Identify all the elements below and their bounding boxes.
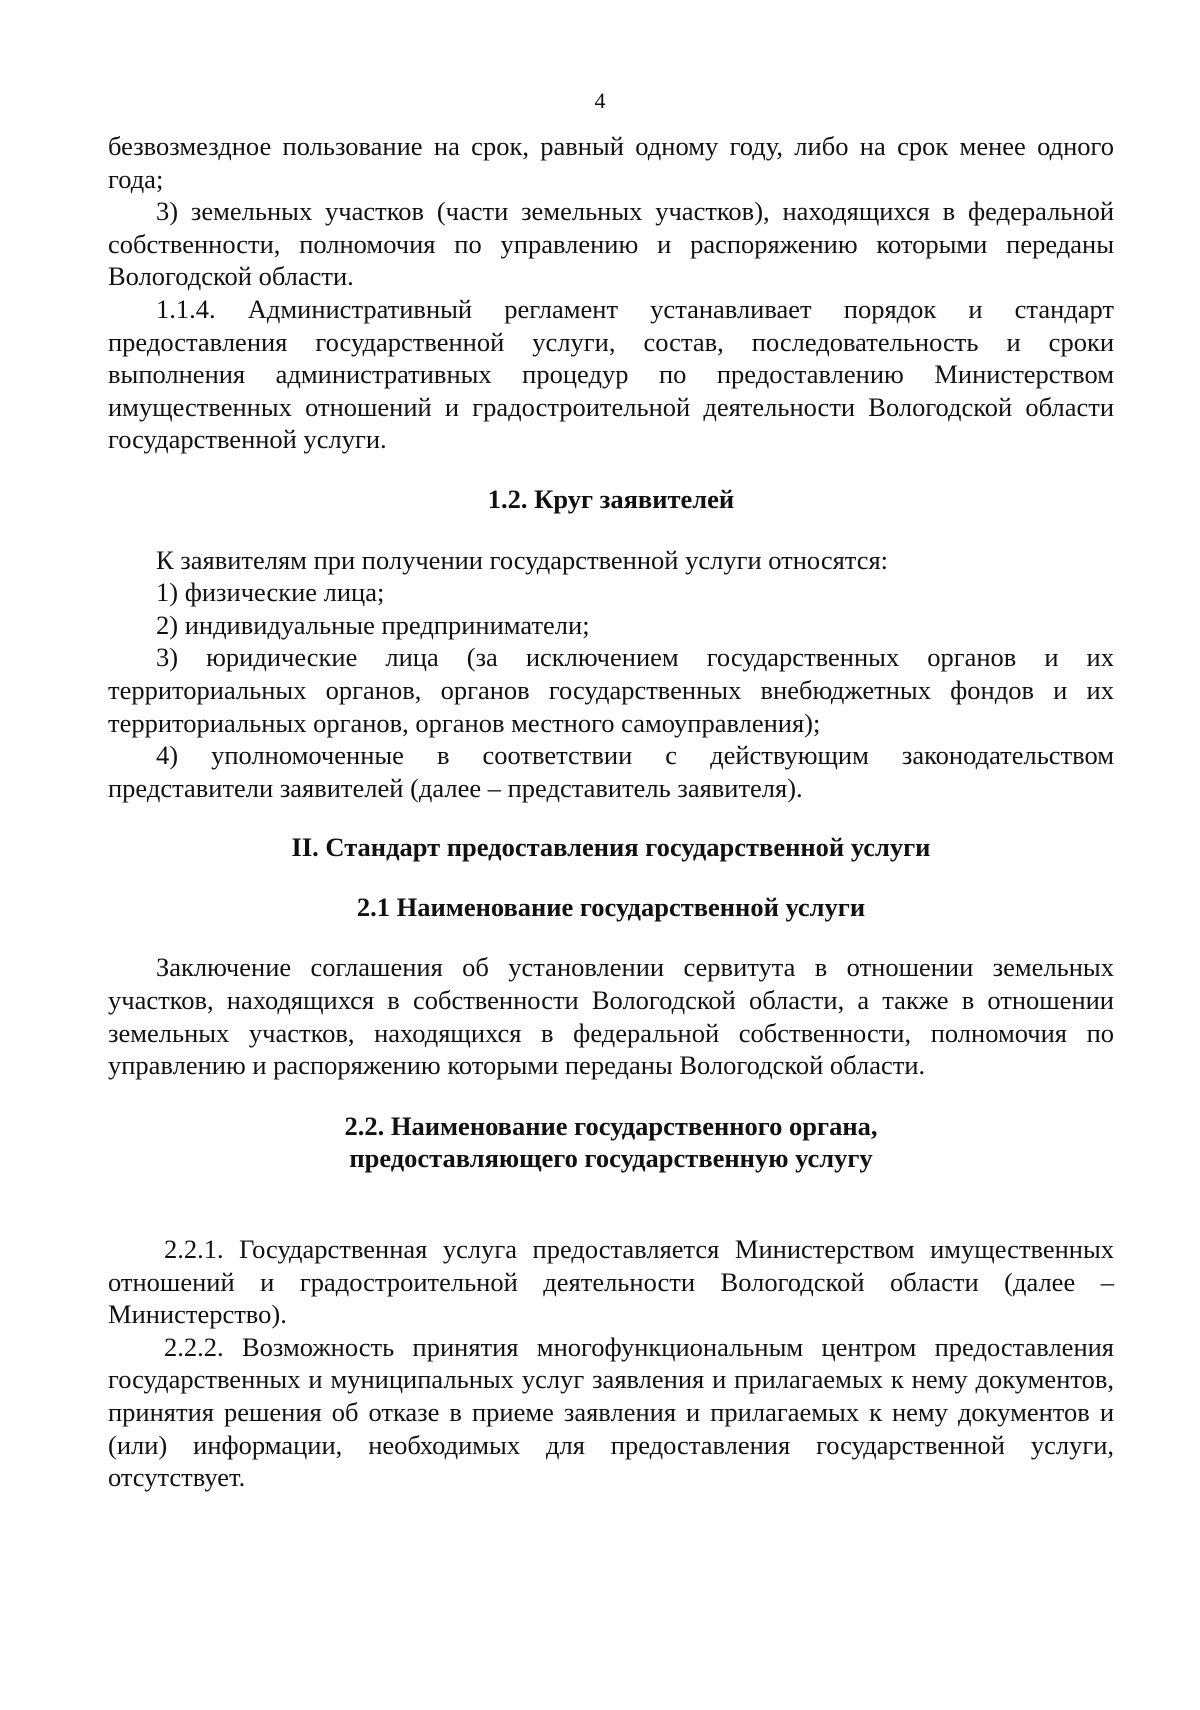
paragraph: К заявителям при получении государственной услуги относятся: — [156, 544, 889, 575]
paragraph: Заключение соглашения об установлении сервитута в отношении земельных участков, находящихся в собственности Вологодской области, а также в отношении земельных участков, находящихся в федеральной собственности, полномочия по управлению и распоряжению которыми переданы Вологодской области. — [108, 952, 1114, 1081]
paragraph: 3) земельных участков (части земельных участков), находящихся в федеральной собственности, полномочия по управлению и распоряжению которыми переданы Вологодской области. — [108, 196, 1114, 292]
paragraph: 2.2.2. Возможность принятия многофункциональным центром предоставления государственных и муниципальных услуг заявления и прилагаемых к нему документов, принятия решения об отказе в приеме заявления и прилагаемых к нему документов и (или) информации, необходимых для предоставления государственной услуги, отсутствует. — [108, 1331, 1114, 1493]
paragraph: 2.2.1. Государственная услуга предоставляется Министерством имущественных отношений и градостроительной деятельности Вологодской области (далее – Министерство). — [108, 1234, 1114, 1330]
chapter-heading-2: II. Стандарт предоставления государственной услуги — [291, 832, 931, 863]
list-item: 2) индивидуальные предприниматели; — [156, 609, 590, 640]
document-body — [108, 130, 1114, 1494]
paragraph: 1.1.4. Административный регламент устанавливает порядок и стандарт предоставления государственной услуги, состав, последовательность и сроки выполнения административных процедур по предоставлению Министерством имущественных отношений и градостроительной деятельности Вологодской области государственной услуги. — [108, 293, 1114, 455]
heading-line: предоставляющего государственную услугу — [349, 1143, 873, 1174]
section-heading-2-2 — [108, 1110, 1114, 1175]
page-number: 4 — [594, 88, 606, 113]
heading-line: 2.2. Наименование государственного органа, — [344, 1110, 878, 1141]
section-heading-2-1: 2.1 Наименование государственной услуги — [356, 891, 866, 922]
list-item: 4) уполномоченные в соответствии с действующим законодательством представители заявителей (далее – представитель заявителя). — [108, 740, 1114, 803]
list-item: 1) физические лица; — [156, 577, 385, 608]
paragraph: безвозмездное пользование на срок, равный одному году, либо на срок менее одного года; — [108, 131, 1114, 194]
section-heading-1-2: 1.2. Круг заявителей — [487, 483, 735, 514]
list-item: 3) юридические лица (за исключением государственных органов и их территориальных органов, органов государственных внебюджетных фондов и их территориальных органов, органов местного самоуправления); — [108, 642, 1114, 738]
